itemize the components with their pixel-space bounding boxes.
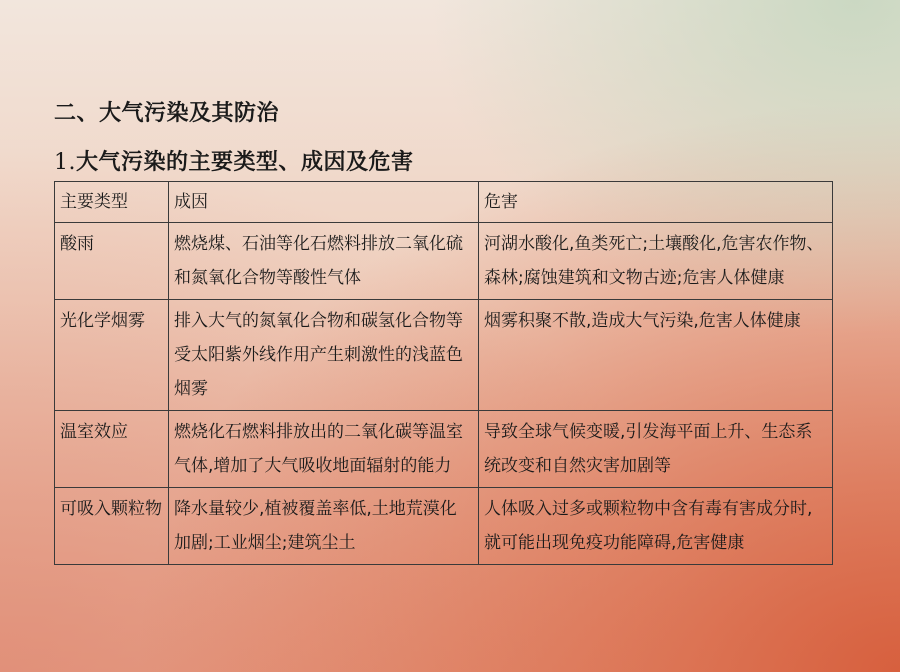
cell-harm: 人体吸入过多或颗粒物中含有毒有害成分时,就可能出现免疫功能障碍,危害健康	[479, 488, 833, 565]
cell-type: 可吸入颗粒物	[55, 488, 169, 565]
section-title: 二、大气污染及其防治	[54, 101, 280, 126]
table-header-row	[55, 182, 833, 223]
subsection-title	[54, 145, 414, 176]
cell-type: 光化学烟雾	[55, 300, 169, 411]
cell-harm: 烟雾积聚不散,造成大气污染,危害人体健康	[479, 300, 833, 411]
cell-cause: 燃烧煤、石油等化石燃料排放二氧化硫和氮氧化合物等酸性气体	[169, 223, 479, 300]
cell-type: 酸雨	[55, 223, 169, 300]
subsection-text: 大气污染的主要类型、成因及危害	[76, 150, 414, 175]
table-row	[55, 300, 833, 411]
cell-type: 温室效应	[55, 411, 169, 488]
cell-cause: 燃烧化石燃料排放出的二氧化碳等温室气体,增加了大气吸收地面辐射的能力	[169, 411, 479, 488]
header-harm: 危害	[479, 182, 833, 223]
header-type: 主要类型	[55, 182, 169, 223]
cell-cause: 排入大气的氮氧化合物和碳氢化合物等受太阳紫外线作用产生刺激性的浅蓝色烟雾	[169, 300, 479, 411]
table-row	[55, 223, 833, 300]
cell-harm: 河湖水酸化,鱼类死亡;土壤酸化,危害农作物、森林;腐蚀建筑和文物古迹;危害人体健康	[479, 223, 833, 300]
table-row	[55, 411, 833, 488]
header-cause: 成因	[169, 182, 479, 223]
cell-harm: 导致全球气候变暖,引发海平面上升、生态系统改变和自然灾害加剧等	[479, 411, 833, 488]
pollution-table	[54, 181, 833, 565]
table-row	[55, 488, 833, 565]
subsection-number: 1.	[54, 150, 76, 175]
cell-cause: 降水量较少,植被覆盖率低,土地荒漠化加剧;工业烟尘;建筑尘土	[169, 488, 479, 565]
